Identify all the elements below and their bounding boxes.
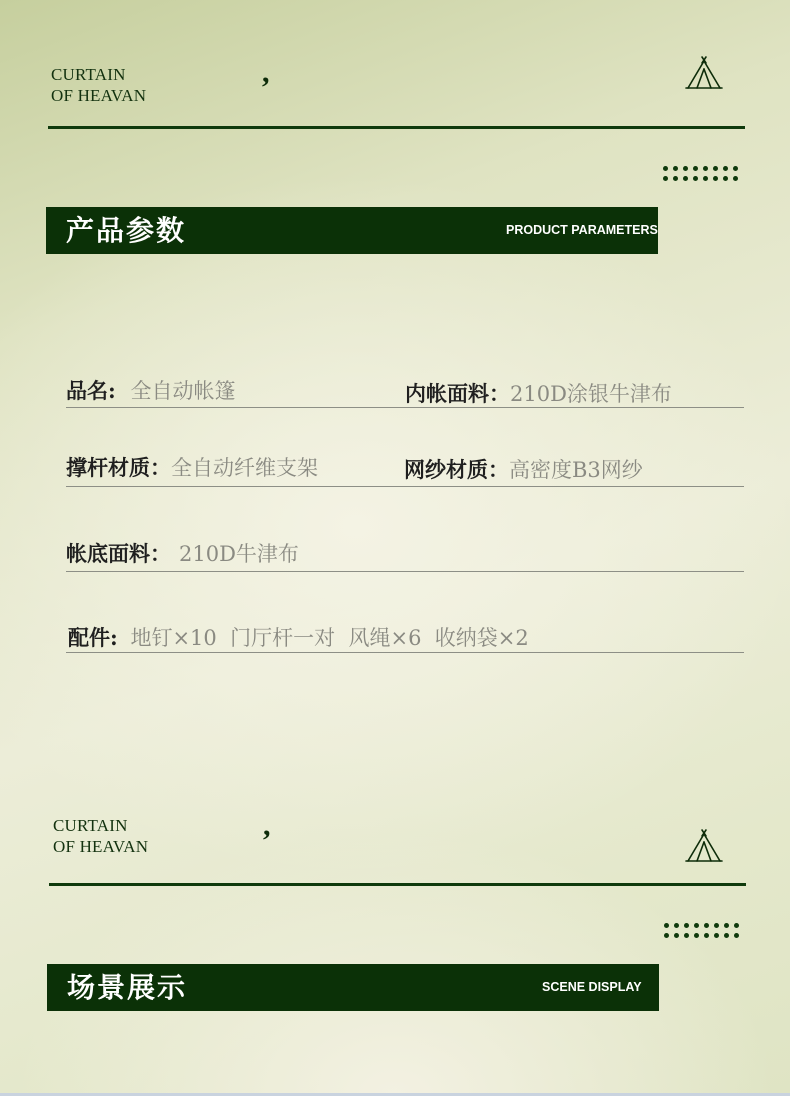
- brand-name: [53, 815, 148, 857]
- section-title-bar: [47, 964, 659, 1011]
- param-inner-fabric: [405, 381, 672, 407]
- comma-mark: ,: [263, 809, 271, 842]
- section-title-cn: 场景展示: [67, 971, 188, 1004]
- section-title-bar: [46, 207, 658, 254]
- param-value: 全自动帐篷: [130, 379, 236, 403]
- param-value: 高密度B3网纱: [509, 458, 643, 482]
- brand-line-2: OF HEAVAN: [51, 86, 147, 105]
- comma-mark: ,: [262, 56, 270, 89]
- param-label: 帐底面料：: [66, 541, 171, 566]
- param-label: 配件:: [68, 625, 118, 650]
- param-accessories: [68, 625, 529, 651]
- dot-grid-icon: [664, 923, 739, 938]
- row-divider: [66, 571, 744, 572]
- param-name: [66, 378, 235, 404]
- param-label: 网纱材质：: [404, 457, 509, 482]
- brand-line-1: CURTAIN: [51, 65, 126, 84]
- tent-icon: [684, 55, 724, 93]
- param-label: 品名:: [66, 378, 116, 403]
- row-divider: [66, 652, 744, 653]
- param-label: 撑杆材质：: [66, 455, 171, 480]
- row-divider: [66, 407, 744, 408]
- param-value: 全自动纤维支架: [171, 456, 318, 480]
- section-title-en: PRODUCT PARAMETERS: [506, 223, 658, 237]
- param-value: 210D牛津布: [179, 542, 299, 566]
- header-divider: [49, 883, 746, 886]
- param-value: 210D涂银牛津布: [510, 382, 672, 406]
- row-divider: [66, 486, 744, 487]
- param-pole: [66, 455, 318, 481]
- param-floor: [66, 541, 299, 567]
- dot-grid-icon: [663, 166, 738, 181]
- brand-name: [51, 64, 146, 106]
- param-value: 地钉×10 门厅杆一对 风绳×6 收纳袋×2: [130, 626, 529, 650]
- brand-line-1: CURTAIN: [53, 816, 128, 835]
- param-label: 内帐面料：: [405, 381, 510, 406]
- section-title-cn: 产品参数: [66, 214, 187, 247]
- header-divider: [48, 126, 745, 129]
- tent-icon: [684, 828, 724, 866]
- brand-line-2: OF HEAVAN: [53, 837, 149, 856]
- param-mesh: [404, 457, 643, 483]
- section-title-en: SCENE DISPLAY: [542, 980, 642, 994]
